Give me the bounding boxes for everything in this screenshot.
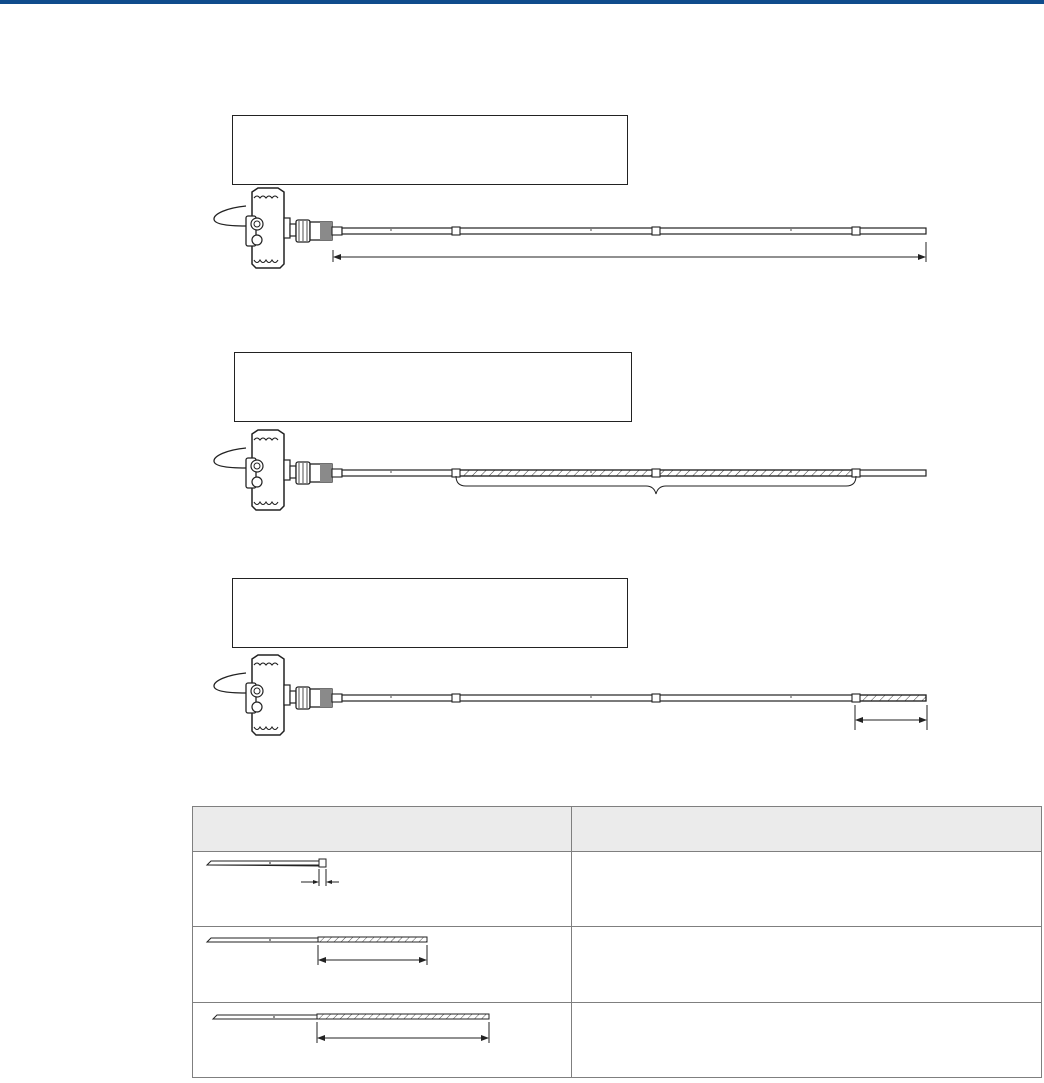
table-row: [193, 852, 1041, 927]
transmitter-housing-icon: [214, 655, 342, 735]
callout-box-1: [232, 115, 628, 185]
probe-figure-3: [0, 565, 1044, 755]
table-header-col-2: [572, 807, 584, 851]
rod-end-hatched-long: [193, 1003, 571, 1078]
rod-end-short-gap: [193, 852, 571, 926]
probe-rod-hatched-tip: [342, 694, 926, 702]
table-row-description: [572, 852, 1041, 926]
dimension-arrow-tip-section: [855, 705, 927, 730]
dimension-arrow-full-length: [333, 242, 926, 262]
callout-box-3: [232, 578, 628, 648]
probe-end-table: [192, 806, 1042, 1078]
table-header: [193, 807, 1041, 852]
brace-over-hatched-section: [456, 476, 856, 494]
table-row-description: [572, 927, 1041, 1002]
table-row: [193, 1003, 1041, 1078]
table-row-figure: [193, 927, 571, 1002]
transmitter-housing-icon: [214, 188, 342, 268]
table-header-col-1: [193, 807, 205, 851]
page-top-bar: [0, 0, 1044, 4]
table-row-description: [572, 1003, 1041, 1078]
table-row-figure: [193, 852, 571, 926]
probe-rod-hatched-middle: [342, 469, 926, 477]
callout-box-2: [234, 352, 632, 422]
probe-figure-1: [0, 100, 1044, 290]
probe-rod: [342, 227, 926, 235]
probe-figure-2: [0, 338, 1044, 528]
table-row: [193, 927, 1041, 1003]
rod-end-hatched-medium: [193, 927, 571, 1002]
transmitter-housing-icon: [214, 430, 342, 510]
table-row-figure: [193, 1003, 571, 1078]
